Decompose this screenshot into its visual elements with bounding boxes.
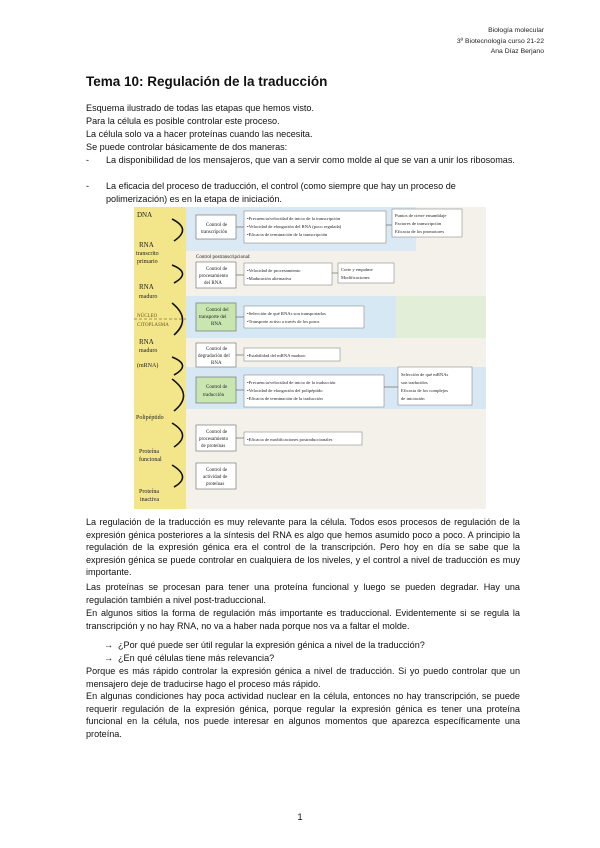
control-label: Control de [206, 223, 228, 228]
intro-line: Para la célula es posible controlar este proceso. [86, 116, 280, 126]
control-label: proteínas [206, 482, 225, 487]
detail-text: Eficacia de los promotores [395, 229, 445, 234]
document-title: Tema 10: Regulación de la traducción [86, 74, 328, 89]
bullet-item [86, 154, 518, 167]
control-label: del RNA [204, 281, 222, 286]
detail-text: Eficacia de los complejos [401, 388, 449, 393]
body-paragraph: Porque es más rápido controlar la expresión génica a nivel de traducción. Si yo puedo controlar que un mensajero deje de traducirse hago el proceso más rápido. [86, 666, 520, 689]
arrow-icon: → [104, 653, 114, 663]
page-number: 1 [297, 812, 303, 823]
control-label: Control de [206, 430, 228, 435]
control-label: actividad de [203, 475, 228, 480]
stage-label: NÚCLEO [137, 314, 158, 319]
detail-text: •Eficacia de terminación de la traducción [247, 396, 323, 401]
intro-line: Esquema ilustrado de todas las etapas que hemos visto. [86, 103, 314, 113]
control-label: RNA [211, 361, 222, 366]
question-item [104, 652, 274, 665]
control-label: procesamiento [199, 274, 229, 279]
control-label: Control de [206, 468, 228, 473]
body-paragraph: En algunas condiciones hay poca actividad nuclear en la célula, entonces no hay transcripción, se puede requerir regulación de la expresión génica, porque regular la expresión génica es tener una proteína funcional en la célula, nos puede interesar en algunos momentos que aparezca específicamente una proteína. [86, 691, 520, 739]
detail-text: son traducidos [401, 380, 428, 385]
detail-text: •Eficacia de terminación de la transcripción [247, 232, 328, 237]
body-paragraph: En algunos sitios la forma de regulación más importante es traduccional. Evidentemente si se regula la transcripción y no hay RNA, no va a haber nada porque nos va a faltar el molde. [86, 608, 520, 631]
bullet-item [86, 180, 518, 205]
control-box-translation [196, 377, 236, 403]
control-label: procesamiento [199, 437, 229, 442]
intro-line: La célula solo va a hacer proteínas cuando las necesita. [86, 129, 313, 139]
detail-text: •Velocidad de elongación del polipéptido [247, 388, 323, 393]
stage-label: transcrito [136, 251, 159, 257]
stage-label: RNA [139, 338, 154, 346]
bullet-text: La disponibilidad de los mensajeros, que van a servir como molde al que se van a unir los ribosomas. [106, 155, 515, 165]
header-author: Ana Díaz Berjano [490, 48, 544, 55]
intro-line: Se puede controlar básicamente de dos maneras: [86, 142, 288, 152]
stage-label: Polipéptido [136, 415, 164, 421]
control-label: Control de [206, 347, 228, 352]
detail-text: •Selección de qué RNAs son transportados [247, 311, 326, 316]
detail-text: Selección de qué mRNAs [401, 372, 449, 377]
stage-label: inactiva [140, 497, 159, 503]
detail-box-transport [244, 306, 364, 328]
question-text: ¿Por qué puede ser útil regular la expresión génica a nivel de la traducción? [118, 640, 425, 650]
bullet-marker: - [86, 155, 90, 165]
page-header [457, 26, 544, 58]
stage-label: Proteína [139, 449, 159, 455]
control-label: degradación del [198, 354, 230, 359]
side-box-processing [338, 263, 394, 283]
detail-text: de iniciación [401, 396, 425, 401]
control-label: Control de [206, 385, 228, 390]
body-paragraph: Las proteínas se procesan para tener una proteína funcional y luego se pueden degradar. Hay una regulación también a nivel post-traduccional. [86, 582, 520, 605]
detail-text: •Velocidad de procesamiento [247, 268, 301, 273]
stage-label: CITOPLASMA [137, 323, 169, 328]
arrow-icon: → [104, 640, 114, 650]
control-label: Control del [206, 308, 229, 313]
control-label: transporte del [199, 315, 227, 320]
header-subject: Biología molecular [488, 27, 544, 34]
stage-label: primario [137, 259, 158, 265]
detail-text: •Velocidad de elongación del RNA (poco regulada) [247, 224, 342, 229]
stage-label: DNA [137, 211, 153, 219]
control-label: traducción [203, 393, 225, 398]
stage-label: maduro [139, 348, 158, 354]
detail-box-processing [244, 263, 332, 285]
detail-text: •Estabilidad del mRNA maduro [247, 353, 306, 358]
detail-text: Puntos de cierre ensamblaje [395, 213, 447, 218]
stage-label: Proteína [139, 489, 159, 495]
detail-text: •Eficacia de modificaciones postraduccionales [247, 437, 333, 442]
question-item [104, 639, 425, 652]
post-label: Control postranscripcional: [196, 255, 251, 260]
body-paragraph: La regulación de la traducción es muy relevante para la célula. Todos esos procesos de regulación de la expresión génica posteriores a la síntesis del RNA es algo que hemos asumido poco a poco. A principio la regulación de la expresión génica era el control de la transcripción. Pero hoy en día se sabe que la expresión génica se puede controlar en cualquiera de los niveles, y el control a nivel de traducción es muy importante. [86, 517, 520, 578]
detail-text: Factores de transcripción [395, 221, 442, 226]
question-text: ¿En qué células tiene más relevancia? [118, 653, 275, 663]
detail-text: Modificaciones [341, 275, 370, 280]
stage-label: RNA [139, 283, 154, 291]
bullet-text: La eficacia del proceso de traducción, el control (como siempre que hay un proceso de polimerización) es en la etapa de iniciación. [106, 181, 456, 204]
detail-text: •Transporte activo a través de los poros [247, 319, 320, 324]
header-course: 3º Biotecnología curso 21-22 [456, 37, 544, 45]
stage-label: (mRNA) [137, 363, 159, 369]
regulation-figure [134, 207, 486, 509]
detail-text: •Frecuencia/velocidad de inicio de la traducción [247, 380, 336, 385]
stage-label: RNA [139, 241, 154, 249]
detail-text: •Maduración alternativa [247, 276, 292, 281]
bullet-marker: - [86, 181, 90, 191]
detail-text: •Frecuencia/velocidad de inicio de la transcripción [247, 216, 341, 221]
control-label: de proteínas [201, 444, 226, 449]
stage-label: funcional [139, 457, 162, 463]
detail-text: Corte y empalme [341, 267, 373, 272]
control-label: Control de [206, 267, 228, 272]
control-label: transcripción [201, 230, 228, 235]
stage-label: maduro [139, 294, 158, 300]
control-label: RNA [211, 322, 222, 327]
